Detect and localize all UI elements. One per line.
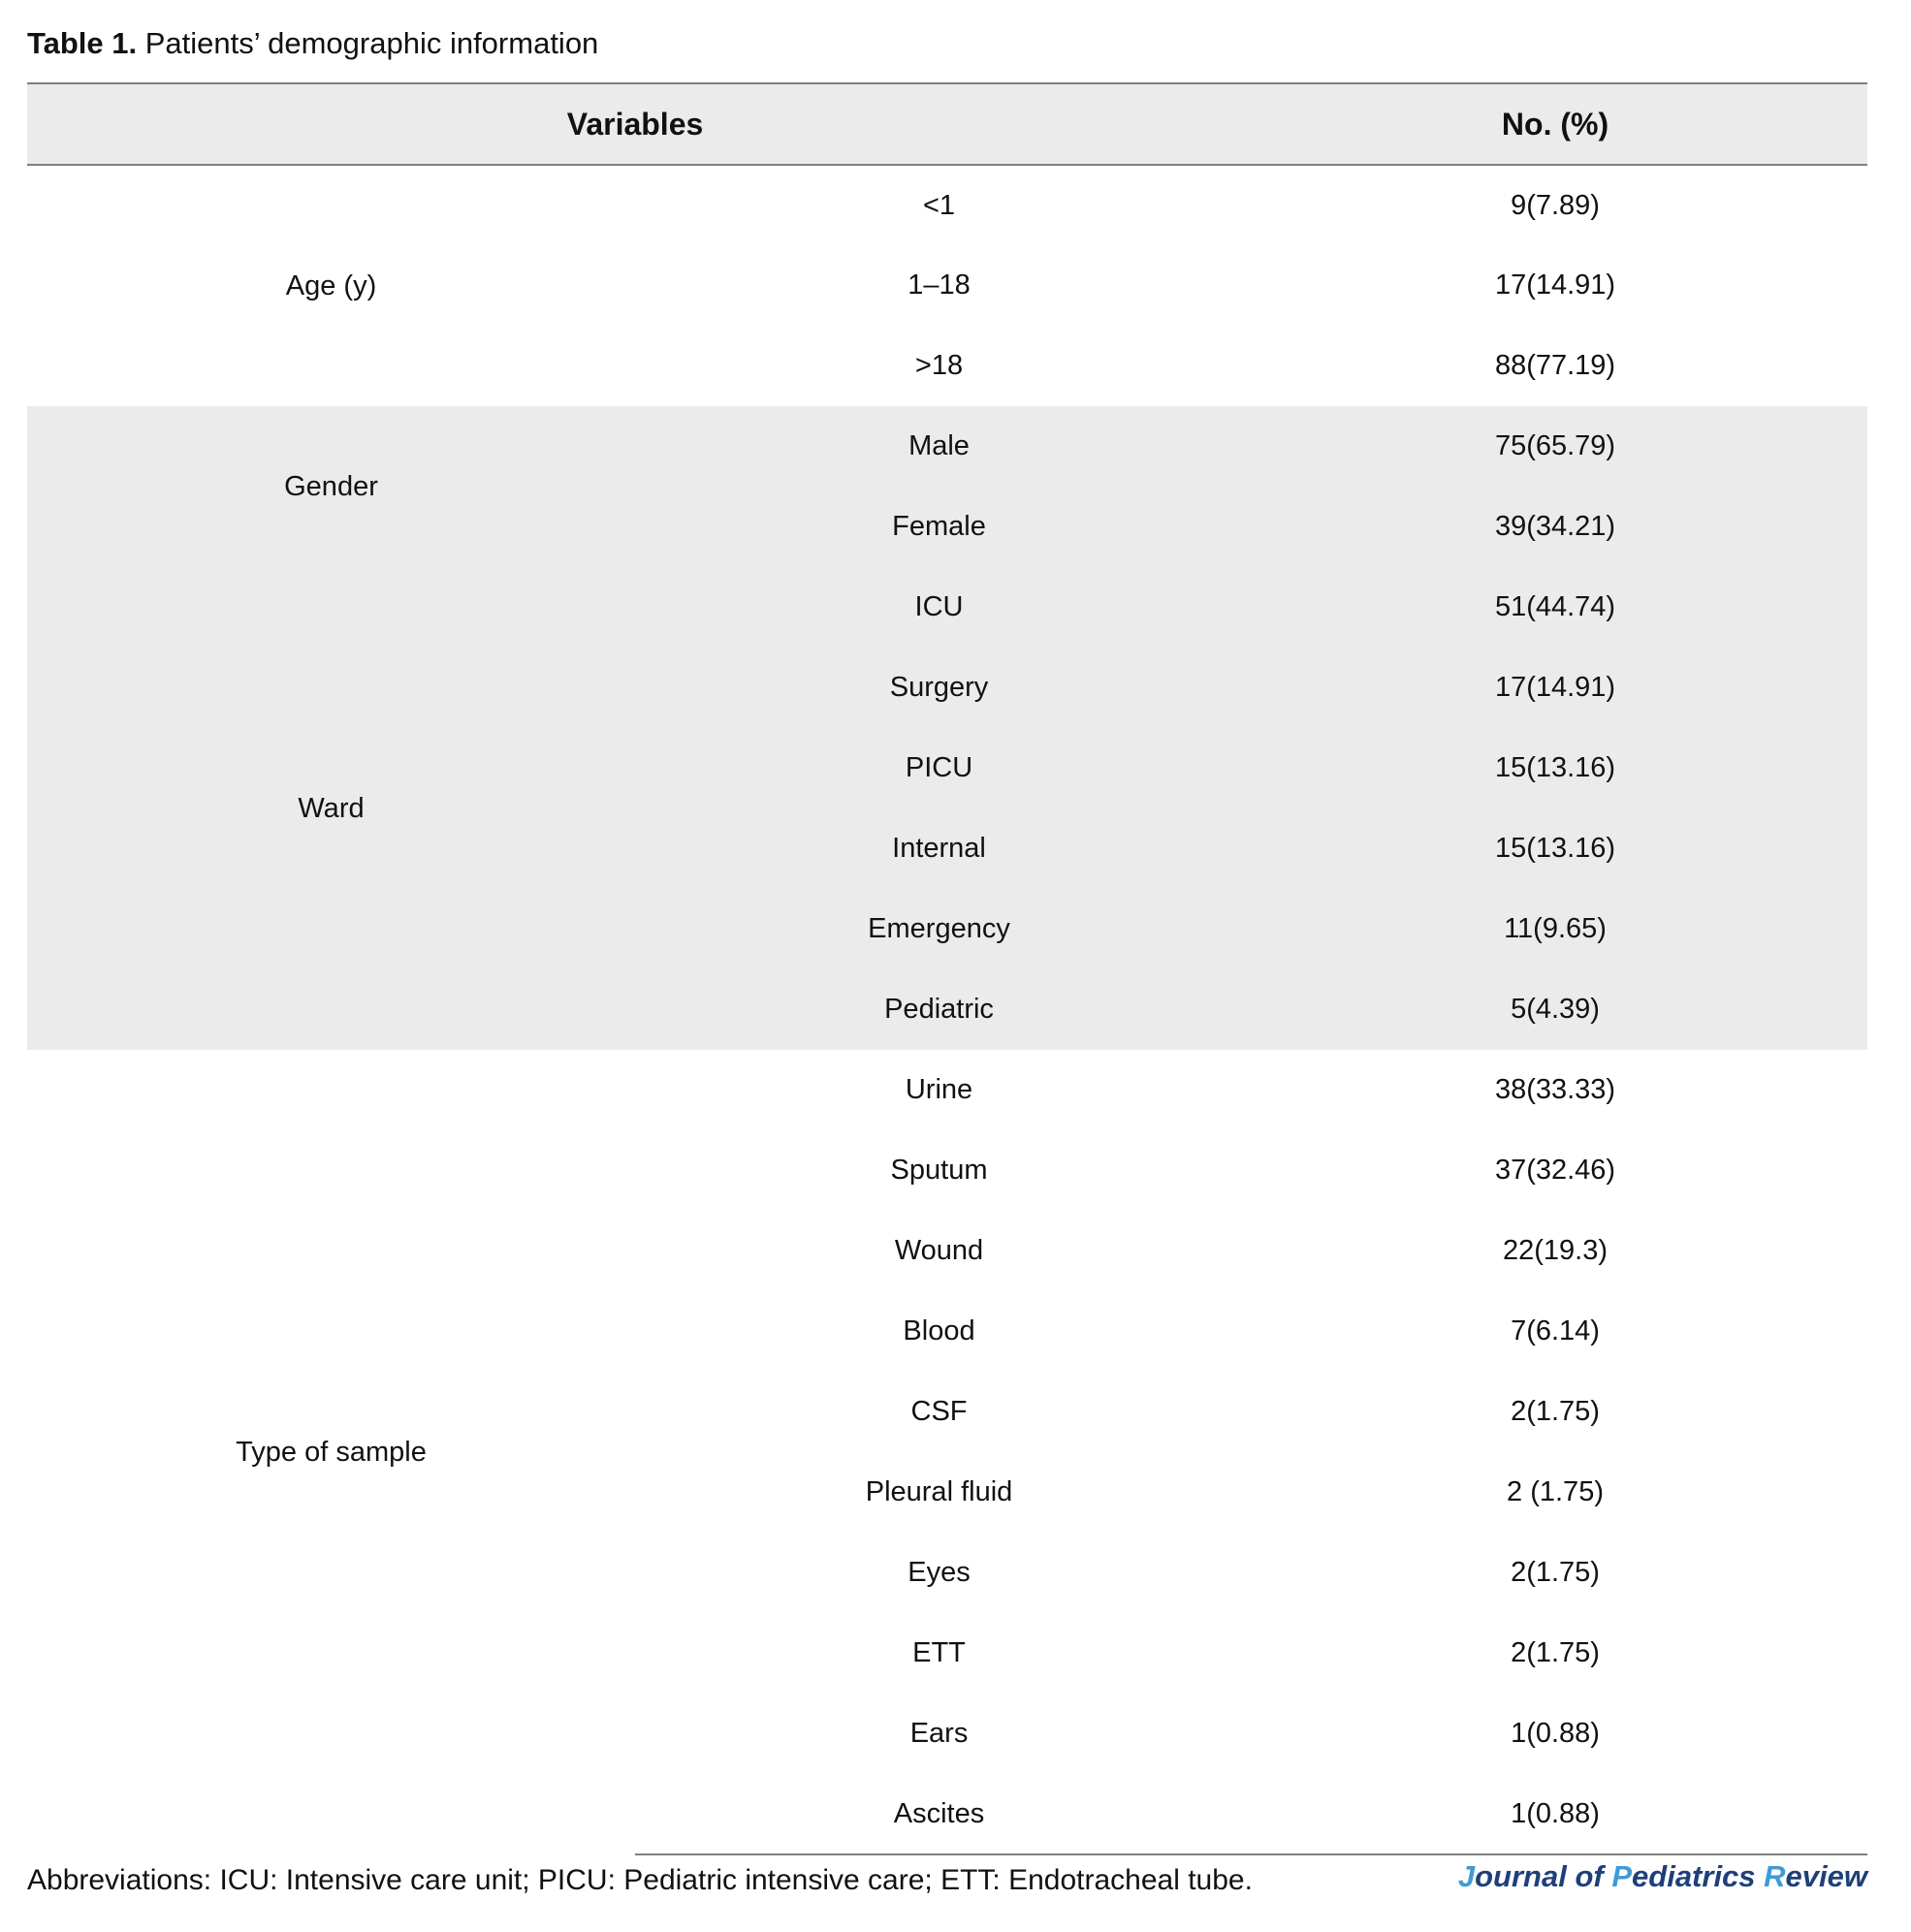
table-caption-text: Patients’ demographic information [137,26,599,60]
category-cell: Eyes [908,1557,971,1588]
value-cell: 37(32.46) [1494,1155,1616,1186]
abbreviations-note: Abbreviations: ICU: Intensive care unit; PICU: Pediatric intensive care; ETT: Endotracheal tube. [27,1864,1253,1896]
value-cell: 17(14.91) [1494,269,1616,301]
value-cell: 5(4.39) [1511,994,1600,1025]
table-group [27,165,1867,406]
table-row [27,1050,1867,1130]
value-cell: 9(7.89) [1511,189,1600,221]
table-row [27,165,1867,245]
category-cell: Surgery [889,672,989,703]
value-cell: 1(0.88) [1243,1774,1867,1854]
category-cell: Sputum [890,1155,988,1186]
value-cell: 39(34.21) [1494,511,1616,542]
category-cell: ICU [914,591,964,622]
category-cell: Internal [892,833,986,864]
value-cell: 2(1.75) [1511,1396,1600,1427]
category-cell: >18 [914,350,964,381]
category-cell: Ascites [635,1774,1243,1854]
value-cell: 11(9.65) [1504,913,1607,944]
value-cell: 51(44.74) [1494,591,1616,622]
value-cell: 2 (1.75) [1507,1476,1604,1507]
category-cell: 1–18 [908,269,971,301]
category-cell: Wound [894,1235,984,1266]
journal-logo-eview: eview [1785,1859,1867,1893]
table-row [27,406,1867,487]
category-cell: PICU [905,752,973,783]
table-group [27,406,1867,567]
group-label-cell: Age (y) [285,269,377,301]
journal-logo-j: J [1457,1859,1476,1893]
category-cell: Male [908,430,970,461]
value-cell: 1(0.88) [1511,1718,1600,1749]
header-variables: Variables [27,83,1243,165]
value-cell: 2(1.75) [1511,1637,1600,1668]
category-cell: Pleural fluid [865,1476,1013,1507]
value-cell: 7(6.14) [1511,1315,1600,1346]
table-group [27,1050,1867,1854]
journal-logo-ournal: ournal of [1475,1859,1612,1893]
value-cell: 15(13.16) [1494,752,1616,783]
journal-logo-ediatrics: ediatrics [1632,1859,1765,1893]
journal-logo-p: P [1611,1859,1633,1893]
category-cell: ETT [912,1637,966,1668]
category-cell: Blood [903,1315,975,1346]
group-label-cell: Ward [298,792,365,824]
value-cell: 38(33.33) [1494,1074,1616,1105]
value-cell: 22(19.3) [1503,1235,1608,1266]
category-cell: Ears [909,1718,969,1749]
category-cell: Female [892,511,986,542]
header-no-percent: No. (%) [1243,83,1867,165]
journal-logo-r: R [1764,1859,1786,1893]
value-cell: 88(77.19) [1494,350,1616,381]
value-cell: 75(65.79) [1494,430,1616,461]
table-caption-label: Table 1. [27,26,138,60]
journal-logo [1458,1854,1867,1899]
value-cell: 2(1.75) [1511,1557,1600,1588]
table-group [27,567,1867,1050]
category-cell: <1 [922,189,956,221]
table-header [27,83,1867,165]
table-caption [27,21,598,66]
header-row [27,83,1867,165]
table-row [27,567,1867,648]
value-cell: 15(13.16) [1494,833,1616,864]
group-label-cell: Type of sample [236,1436,427,1468]
category-cell: Pediatric [884,994,994,1025]
category-cell: Urine [905,1074,973,1105]
value-cell: 17(14.91) [1494,672,1616,703]
category-cell: Emergency [868,913,1010,944]
category-cell: CSF [910,1396,968,1427]
group-label-cell: Gender [284,470,378,502]
demographics-table [27,82,1867,1855]
